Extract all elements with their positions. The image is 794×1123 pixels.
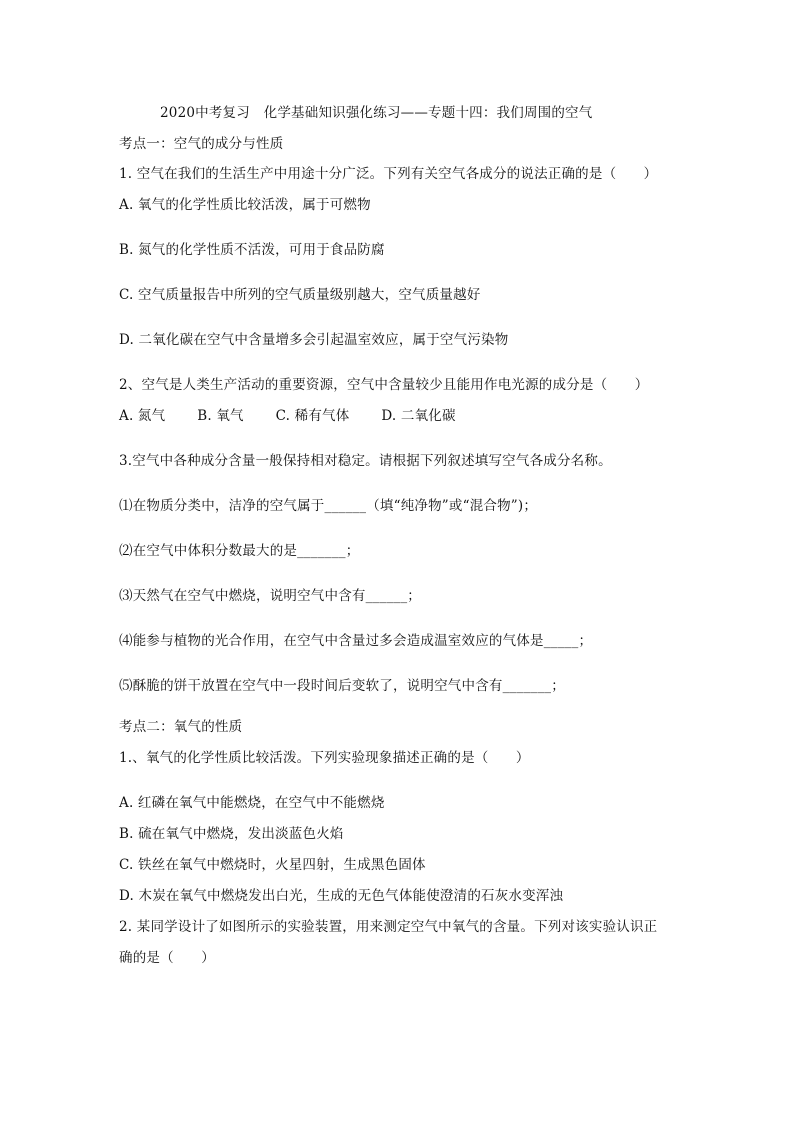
question-3-item-3: ⑶天然气在空气中燃烧，说明空气中含有______；: [119, 588, 421, 604]
question-2-stem: 2、空气是人类生产活动的重要资源，空气中含量较少且能用作电光源的成分是（ ）: [119, 377, 649, 393]
question-1-stem: 1. 空气在我们的生活生产中用途十分广泛。下列有关空气各成分的说法正确的是（ ）: [119, 166, 658, 182]
question-1-option-b: B. 氮气的化学性质不活泼，可用于食品防腐: [119, 242, 385, 258]
page-title: 2020中考复习 化学基础知识强化练习——专题十四：我们周围的空气: [160, 105, 593, 121]
section2-question-2-stem-line2: 确的是（ ）: [119, 950, 215, 966]
section2-question-1-option-a: A. 红磷在氧气中能燃烧，在空气中不能燃烧: [119, 795, 385, 811]
question-3-item-4: ⑷能参与植物的光合作用，在空气中含量过多会造成温室效应的气体是_____；: [119, 633, 593, 649]
question-1-option-d: D. 二氧化碳在空气中含量增多会引起温室效应，属于空气污染物: [119, 332, 509, 348]
question-3-item-1: ⑴在物质分类中，洁净的空气属于______（填“纯净物”或“混合物”)；: [119, 498, 538, 514]
section2-question-2-stem-line1: 2. 某同学设计了如图所示的实验装置，用来测定空气中氧气的含量。下列对该实验认识正: [119, 919, 658, 935]
section2-question-1-option-b: B. 硫在氧气中燃烧，发出淡蓝色火焰: [119, 826, 344, 842]
question-2-options: A. 氮气 B. 氧气 C. 稀有气体 D. 二氧化碳: [119, 408, 456, 424]
section2-question-1-stem: 1.、氧气的化学性质比较活泼。下列实验现象描述正确的是（ ）: [119, 750, 530, 766]
question-3-item-5: ⑸酥脆的饼干放置在空气中一段时间后变软了，说明空气中含有_______；: [119, 678, 565, 694]
section2-question-1-option-c: C. 铁丝在氧气中燃烧时，火星四射，生成黑色固体: [119, 857, 426, 873]
section-heading-1: 考点一：空气的成分与性质: [119, 136, 284, 152]
question-3-item-2: ⑵在空气中体积分数最大的是_______；: [119, 543, 360, 559]
question-3-stem: 3.空气中各种成分含量一般保持相对稳定。请根据下列叙述填写空气各成分名称。: [119, 453, 612, 469]
question-1-option-a: A. 氧气的化学性质比较活泼，属于可燃物: [119, 197, 371, 213]
section2-question-1-option-d: D. 木炭在氧气中燃烧发出白光，生成的无色气体能使澄清的石灰水变浑浊: [119, 888, 564, 904]
section-heading-2: 考点二：氧气的性质: [119, 719, 243, 735]
question-1-option-c: C. 空气质量报告中所列的空气质量级别越大，空气质量越好: [119, 287, 481, 303]
